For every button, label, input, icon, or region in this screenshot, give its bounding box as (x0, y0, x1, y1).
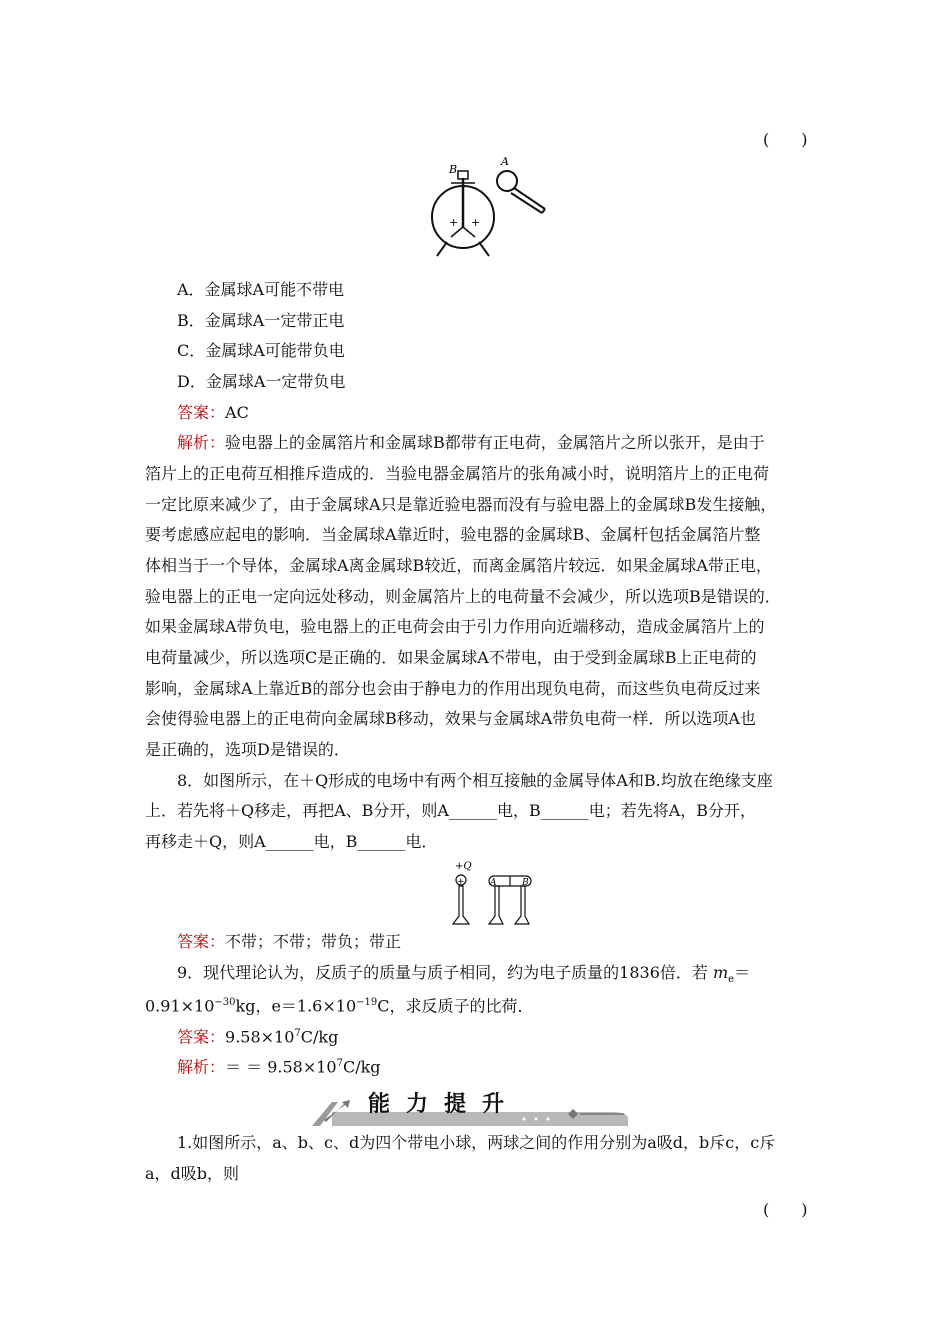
label-b2: B (522, 878, 529, 888)
answer-unit: C/kg (300, 1027, 339, 1047)
analysis-text: 验电器上的金属箔片和金属球B都带有正电荷，金属箔片之所以张开，是由于 (225, 433, 765, 452)
option-c: C．金属球A可能带负电 (177, 341, 345, 360)
question-8-text: 上．若先将＋Q移走，再把A、B分开，则A______电，B______电；若先将A，B分开， (145, 801, 757, 820)
analysis-text: 电荷量减少，所以选项C是正确的．如果金属球A不带电，由于受到金属球B上正电荷的 (145, 648, 757, 667)
answer-label: 答案： (177, 1027, 226, 1047)
question-9-tail: C，求反质子的比荷． (377, 996, 534, 1016)
answer-line (177, 927, 401, 957)
mass-value: 0.91×10 (145, 996, 215, 1016)
analysis-text: 箔片上的正电荷互相推斥造成的．当验电器金属箔片的张角减小时，说明箔片上的正电荷 (145, 464, 770, 483)
electroscope-figure (425, 153, 555, 263)
equals-sign: ＝ (734, 963, 751, 982)
analysis-text: 会使得验电器上的正电荷向金属球B移动，效果与金属球A带负电荷一样．所以选项A也 (145, 709, 756, 728)
question-9-text (145, 988, 810, 1021)
analysis-value: ＝ ＝ 9.58×10 (225, 1057, 337, 1077)
charge-exponent: −19 (356, 997, 378, 1008)
analysis-exponent: 7 (336, 1058, 343, 1069)
analysis-label: 解析： (177, 1057, 226, 1077)
analysis-text: 是正确的，选项D是错误的． (145, 740, 350, 759)
svg-text:+: + (449, 216, 459, 229)
svg-text:+: + (457, 877, 465, 887)
answer-exponent: 7 (294, 1028, 301, 1039)
label-a: A (501, 155, 509, 168)
answer-label: 答案： (177, 403, 226, 422)
analysis-text: 要考虑感应起电的影响．当金属球A靠近时，验电器的金属球B、金属杆包括金属箔片整 (145, 525, 761, 544)
label-q: +Q (455, 861, 472, 872)
label-b: B (449, 163, 458, 176)
answer-label: 答案： (177, 932, 226, 951)
option-a: A．金属球A可能不带电 (177, 280, 345, 299)
question-1-text: 1.如图所示，a、b、c、d为四个带电小球，两球之间的作用分别为a吸d，b斥c，c斥 (177, 1133, 776, 1152)
answer-value: AC (225, 403, 249, 422)
question-8-text: 8．如图所示，在＋Q形成的电场中有两个相互接触的金属导体A和B.均放在绝缘支座 (177, 771, 773, 790)
option-d: D．金属球A一定带负电 (177, 372, 346, 391)
answer-line (177, 398, 249, 428)
answer-value: 不带；不带；带负；带正 (225, 932, 402, 951)
analysis-text: 影响，金属球A上靠近B的部分也会由于静电力的作用出现负电荷，而这些负电荷反过来 (145, 679, 761, 698)
question-9-line1: 9．现代理论认为，反质子的质量与质子相同，约为电子质量的1836倍．若 (177, 963, 708, 982)
option-b: B．金属球A一定带正电 (177, 311, 345, 330)
mass-symbol: m (713, 963, 729, 982)
question-1-text: a，d吸b，则 (145, 1164, 240, 1183)
analysis-unit: C/kg (342, 1057, 381, 1077)
answer-value: 9.58×10 (225, 1027, 295, 1047)
svg-text:+: + (471, 216, 481, 229)
answer-paren: ( ) (763, 130, 808, 149)
analysis-text: 一定比原来减少了，由于金属球A只是靠近验电器而没有与验电器上的金属球B发生接触， (145, 495, 777, 514)
answer-paren: ( ) (763, 1200, 808, 1219)
analysis-text: 验电器上的正电一定向远处移动，则金属箔片上的电荷量不会减少，所以选项B是错误的． (145, 587, 781, 606)
analysis-text: 体相当于一个导体，金属球A离金属球B较近，而离金属箔片较远．如果金属球A带正电， (145, 556, 772, 575)
question-8-text: 再移走＋Q，则A______电，B______电． (145, 832, 438, 851)
analysis-label: 解析： (177, 433, 226, 452)
charge-value: kg，e＝1.6×10 (235, 996, 357, 1016)
label-a2: A (490, 878, 497, 888)
mass-exponent: −30 (214, 997, 236, 1008)
analysis-line (177, 428, 765, 458)
answer-line (177, 1019, 338, 1052)
mass-subscript: e (728, 974, 735, 986)
section-title: 能力提升 (368, 1092, 521, 1117)
conductors-figure (445, 858, 540, 928)
analysis-line (177, 1049, 381, 1082)
analysis-text: 如果金属球A带负电，验电器上的正电荷会由于引力作用向近端移动，造成金属箔片上的 (145, 617, 765, 636)
